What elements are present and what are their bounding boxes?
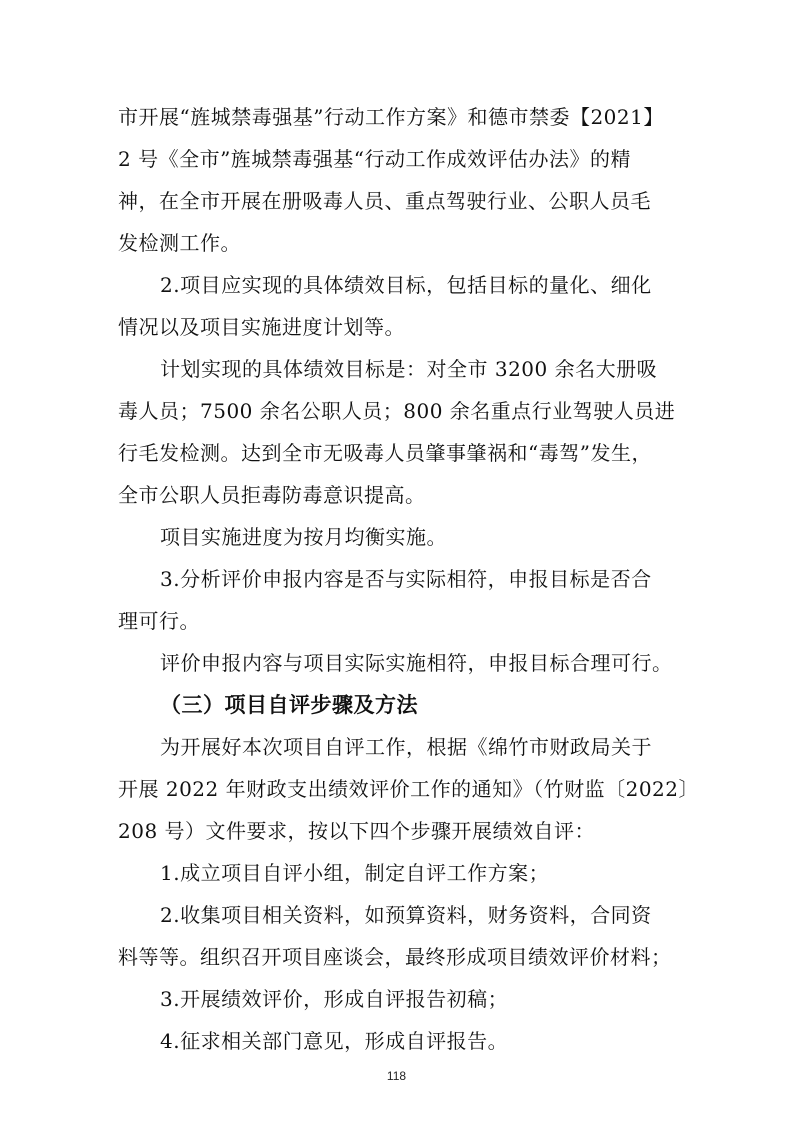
paragraph-line: 208 号）文件要求，按以下四个步骤开展绩效自评：: [118, 819, 596, 843]
paragraph-line: 2 号《全市”旌城禁毒强基“行动工作成效评估办法》的精: [118, 147, 632, 171]
paragraph-line: 情况以及项目实施进度计划等。: [118, 315, 405, 339]
paragraph-line: 1.成立项目自评小组，制定自评工作方案；: [160, 861, 550, 885]
paragraph-line: 开展 2022 年财政支出绩效评价工作的通知》（竹财监〔2022〕: [118, 777, 700, 801]
paragraph-line: 理可行。: [118, 609, 200, 633]
paragraph-line: 料等等。组织召开项目座谈会，最终形成项目绩效评价材料；: [118, 945, 672, 969]
paragraph-line: 神，在全市开展在册吸毒人员、重点驾驶行业、公职人员毛: [118, 189, 651, 213]
paragraph-line: 行毛发检测。达到全市无吸毒人员肇事肇祸和“毒驾”发生，: [118, 441, 652, 465]
paragraph-line: 为开展好本次项目自评工作，根据《绵竹市财政局关于: [160, 735, 652, 759]
paragraph-line: 发检测工作。: [118, 231, 241, 255]
paragraph-line: 项目实施进度为按月均衡实施。: [160, 525, 447, 549]
paragraph-line: 3.开展绩效评价，形成自评报告初稿；: [160, 987, 509, 1011]
paragraph-line: 全市公职人员拒毒防毒意识提高。: [118, 483, 426, 507]
paragraph-line: 评价申报内容与项目实际实施相符，申报目标合理可行。: [160, 651, 673, 675]
section-heading: （三）项目自评步骤及方法: [160, 693, 418, 717]
paragraph-line: 毒人员；7500 余名公职人员；800 余名重点行业驾驶人员进: [118, 399, 676, 423]
paragraph-line: 市开展“旌城禁毒强基”行动工作方案》和德市禁委【2021】: [118, 105, 664, 129]
paragraph-line: 2.项目应实现的具体绩效目标，包括目标的量化、细化: [160, 273, 652, 297]
page-number: 118: [386, 1069, 407, 1083]
paragraph-line: 2.收集项目相关资料，如预算资料，财务资料，合同资: [160, 903, 652, 927]
paragraph-line: 计划实现的具体绩效目标是：对全市 3200 余名大册吸: [160, 357, 658, 381]
paragraph-line: 4.征求相关部门意见，形成自评报告。: [160, 1029, 509, 1053]
paragraph-line: 3.分析评价申报内容是否与实际相符，申报目标是否合: [160, 567, 652, 591]
